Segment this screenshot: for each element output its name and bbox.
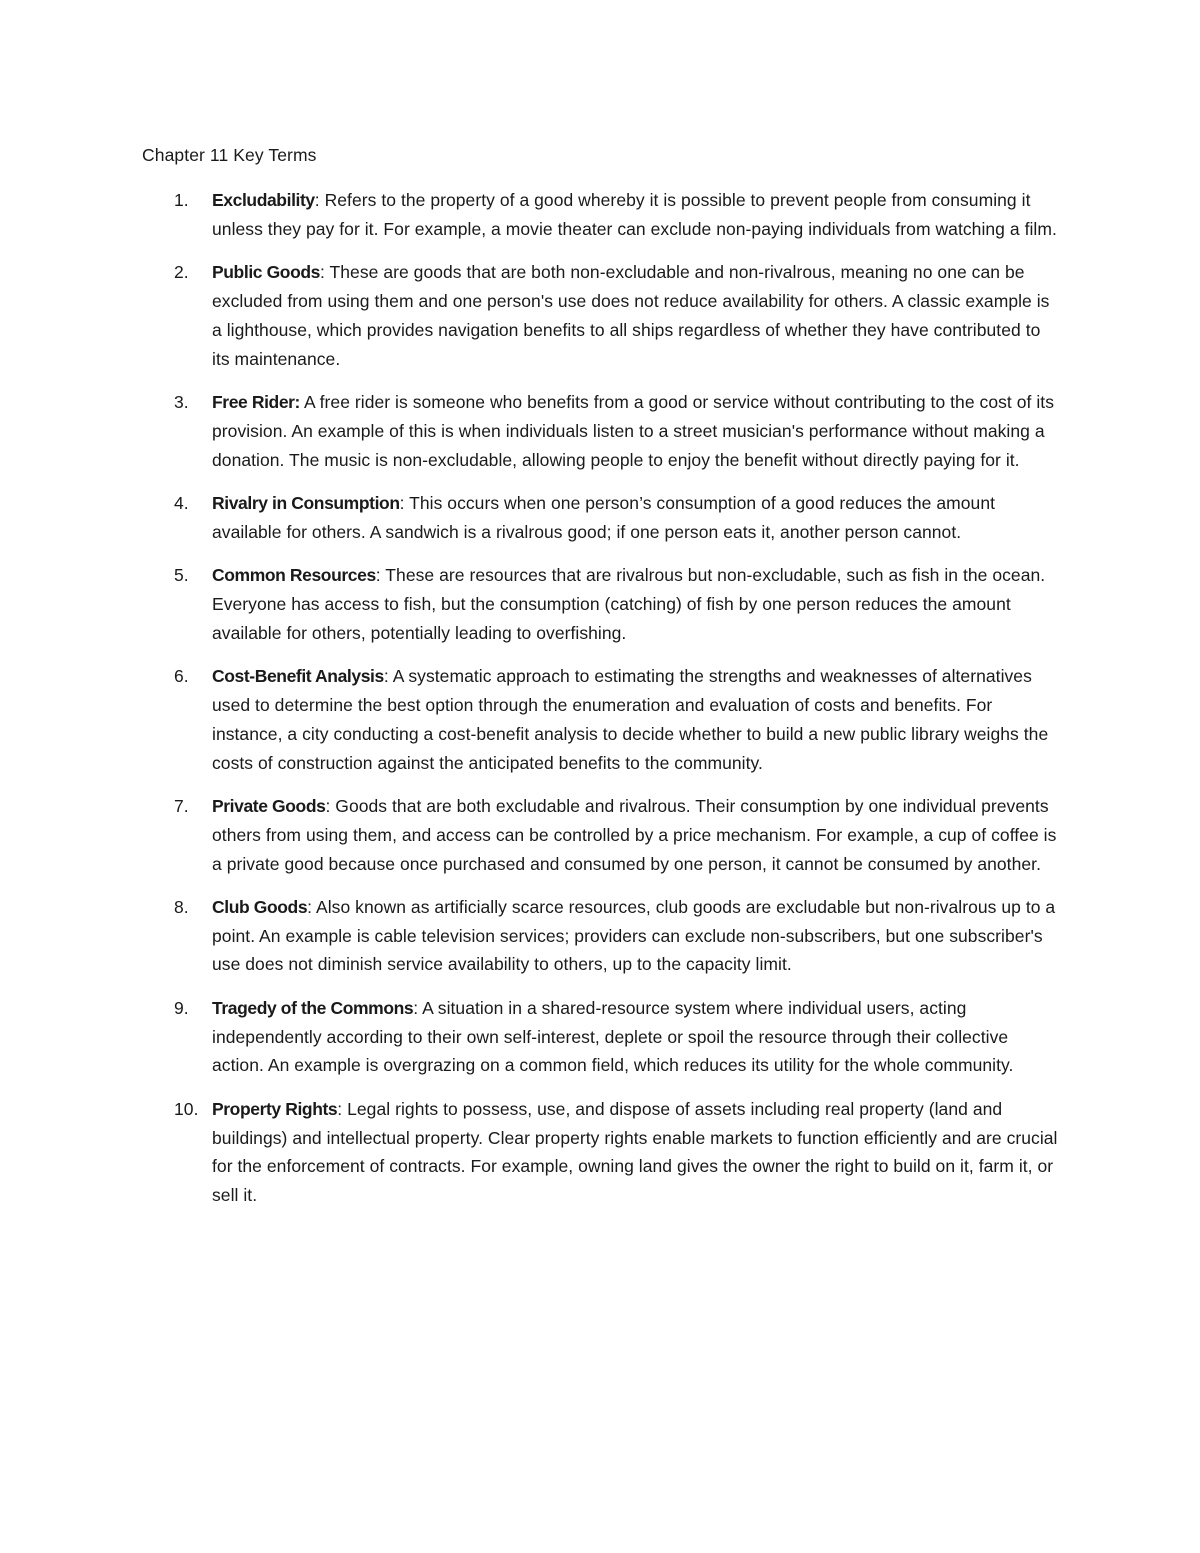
term-definition: Also known as artificially scarce resources, club goods are excludable but non-rivalrous up to a point. An example is cable television services; providers can exclude non-subscribers, but one subscriber's use does not diminish service availability to others, up to the capacity limit. <box>212 896 1056 975</box>
list-item <box>0 186 1062 244</box>
list-item <box>0 489 1062 547</box>
page-title: Chapter 11 Key Terms <box>142 145 317 165</box>
term-name: Public Goods <box>212 262 320 283</box>
term-definition: Goods that are both excludable and rivalrous. Their consumption by one individual prevents others from using them, and access can be controlled by a price mechanism. For example, a cup of coffee is a private good because once purchased and consumed by one person, it cannot be consumed by another. <box>212 795 1057 874</box>
item-number: 6. <box>174 666 189 687</box>
term-name: Cost-Benefit Analysis <box>212 666 384 687</box>
term-name: Property Rights <box>212 1098 338 1119</box>
list-item <box>0 792 1062 878</box>
item-number: 10. <box>174 1098 199 1119</box>
term-name: Free Rider: <box>212 391 300 412</box>
term-separator: : <box>337 1098 348 1119</box>
term-definition: Legal rights to possess, use, and dispose of assets including real property (land and buildings) and intellectual property. Clear property rights enable markets to function efficiently and are crucial for the enforcement of contracts. For example, owning land gives the owner the right to build on it, farm it, or sell it. <box>212 1098 1058 1206</box>
term-definition: A systematic approach to estimating the strengths and weaknesses of alternatives used to determine the best option through the enumeration and evaluation of costs and benefits. For instance, a city conducting a cost-benefit analysis to decide whether to build a new public library weighs the costs of construction against the anticipated benefits to the community. <box>212 666 1049 773</box>
term-definition: A free rider is someone who benefits from a good or service without contributing to the cost of its provision. An example of this is when individuals listen to a street musician's performance without making a donation. The music is non-excludable, allowing people to enjoy the benefit without directly paying for it. <box>212 391 1055 470</box>
item-number: 3. <box>174 391 189 412</box>
term-name: Rivalry in Consumption <box>212 492 400 513</box>
term-definition: A situation in a shared-resource system where individual users, acting independently according to their own self-interest, deplete or spoil the resource through their collective action. An example is overgrazing on a common field, which reduces its utility for the whole community. <box>212 997 1014 1076</box>
term-definition: This occurs when one person’s consumption of a good reduces the amount available for others. A sandwich is a rivalrous good; if one person eats it, another person cannot. <box>212 492 996 542</box>
term-separator: : <box>383 666 393 687</box>
term-name: Private Goods <box>212 795 326 816</box>
item-number: 9. <box>174 997 189 1018</box>
term-separator: : <box>325 795 336 816</box>
list-item <box>0 561 1062 647</box>
key-terms-list <box>0 186 1200 1225</box>
term-definition: These are resources that are rivalrous but non-excludable, such as fish in the ocean. Everyone has access to fish, but the consumption (catching) of fish by one person reduces the amount available for others, potentially leading to overfishing. <box>212 565 1046 643</box>
term-name: Tragedy of the Commons <box>212 997 414 1018</box>
term-name: Club Goods <box>212 896 308 917</box>
list-item <box>0 893 1062 979</box>
list-item <box>0 662 1062 777</box>
term-name: Excludability <box>212 190 315 210</box>
term-definition: These are goods that are both non-excludable and non-rivalrous, meaning no one can be excluded from using them and one person's use does not reduce availability for others. A classic example is a lighthouse, which provides navigation benefits to all ships regardless of whether they have contributed to its maintenance. <box>212 262 1050 369</box>
item-number: 2. <box>174 262 189 283</box>
term-definition: Refers to the property of a good whereby it is possible to prevent people from consuming it unless they pay for it. For example, a movie theater can exclude non-paying individuals from watching a film. <box>212 190 1057 239</box>
term-separator: : <box>413 997 423 1018</box>
item-number: 5. <box>174 565 189 586</box>
item-number: 4. <box>174 492 189 513</box>
item-number: 7. <box>174 795 189 816</box>
term-separator: : <box>314 190 325 210</box>
list-item <box>0 994 1062 1080</box>
term-separator: : <box>320 262 330 283</box>
item-number: 8. <box>174 896 189 917</box>
term-separator: : <box>399 492 410 513</box>
term-name: Common Resources <box>212 565 376 586</box>
list-item <box>0 1095 1062 1210</box>
item-number: 1. <box>174 190 189 210</box>
term-separator: : <box>307 896 317 917</box>
list-item <box>0 258 1062 373</box>
term-separator: : <box>375 565 386 586</box>
list-item <box>0 388 1062 474</box>
